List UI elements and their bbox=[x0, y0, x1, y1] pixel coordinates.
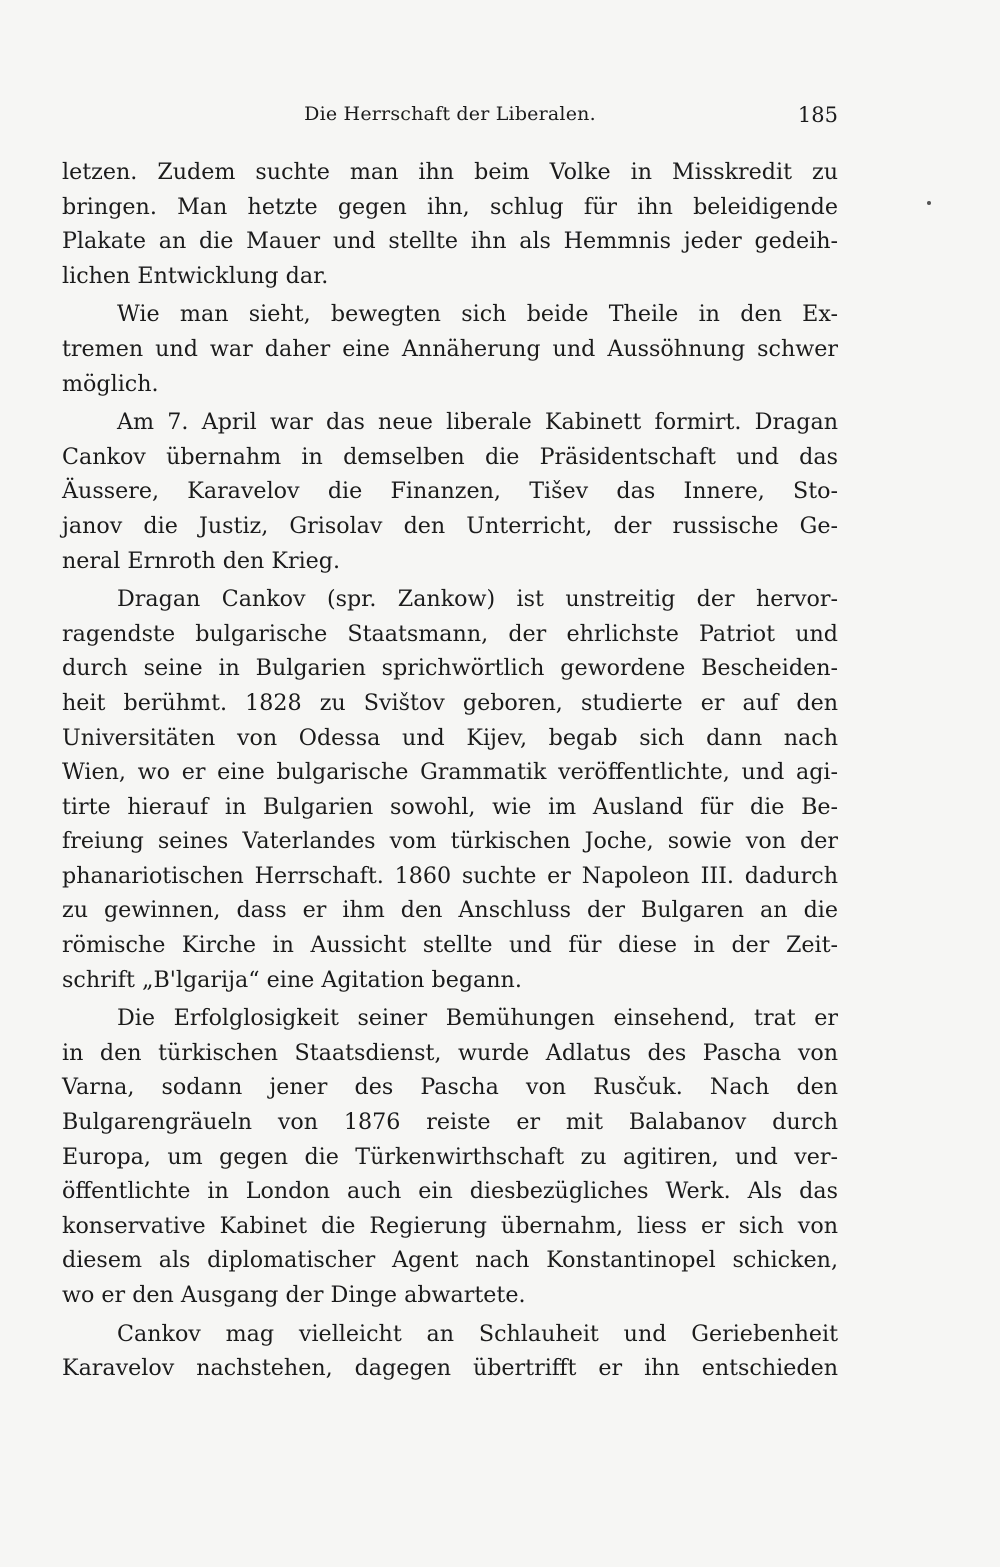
text-line: durch seine in Bulgarien sprichwörtlich gewordene Bescheiden- bbox=[62, 655, 838, 682]
text-line: janov die Justiz, Grisolav den Unterricht, der russische Ge- bbox=[62, 512, 838, 539]
text-line: lichen Entwicklung dar. bbox=[62, 262, 329, 289]
text-line: Varna, sodann jener des Pascha von Rusčuk. Nach den bbox=[62, 1074, 838, 1101]
paragraph-4 bbox=[62, 582, 838, 997]
paragraph-3 bbox=[62, 405, 838, 578]
paragraph-6 bbox=[62, 1317, 838, 1386]
text-line: diesem als diplomatischer Agent nach Konstantinopel schicken, bbox=[62, 1247, 838, 1274]
text-line: tirte hierauf in Bulgarien sowohl, wie im Ausland für die Be- bbox=[62, 793, 838, 820]
text-line: zu gewinnen, dass er ihm den Anschluss der Bulgaren an die bbox=[62, 897, 838, 924]
text-line: konservative Kabinet die Regierung übernahm, liess er sich von bbox=[62, 1212, 838, 1239]
text-line: phanariotischen Herrschaft. 1860 suchte er Napoleon III. dadurch bbox=[62, 862, 838, 889]
paragraph-5 bbox=[62, 1001, 838, 1312]
paragraph-2 bbox=[62, 297, 838, 401]
text-line: Bulgarengräueln von 1876 reiste er mit Balabanov durch bbox=[62, 1109, 838, 1136]
text-line: ragendste bulgarische Staatsmann, der ehrlichste Patriot und bbox=[62, 620, 838, 647]
text-line: freiung seines Vaterlandes vom türkischen Joche, sowie von der bbox=[62, 828, 838, 855]
paragraph-1 bbox=[62, 155, 838, 293]
text-line: bringen. Man hetzte gegen ihn, schlug für ihn beleidigende bbox=[62, 193, 838, 220]
body-text bbox=[62, 155, 838, 1386]
text-line: Äussere, Karavelov die Finanzen, Tišev das Innere, Sto- bbox=[62, 478, 838, 505]
text-line: in den türkischen Staatsdienst, wurde Adlatus des Pascha von bbox=[62, 1039, 838, 1066]
text-line: neral Ernroth den Krieg. bbox=[62, 547, 341, 574]
text-line: Die Erfolglosigkeit seiner Bemühungen einsehend, trat er bbox=[117, 1005, 838, 1032]
text-line: wo er den Ausgang der Dinge abwartete. bbox=[62, 1282, 526, 1308]
page-number: 185 bbox=[797, 103, 838, 127]
text-line: Wie man sieht, bewegten sich beide Theile in den Ex- bbox=[117, 301, 838, 328]
text-line: Dragan Cankov (spr. Zankow) ist unstreitig der hervor- bbox=[117, 586, 838, 613]
print-speck bbox=[927, 201, 931, 205]
text-line: Universitäten von Odessa und Kijev, begab sich dann nach bbox=[62, 724, 838, 751]
text-line: heit berühmt. 1828 zu Svištov geboren, studierte er auf den bbox=[62, 689, 838, 716]
text-line: Am 7. April war das neue liberale Kabinett formirt. Dragan bbox=[117, 409, 838, 436]
text-line: letzen. Zudem suchte man ihn beim Volke in Misskredit zu bbox=[62, 159, 838, 185]
text-line: Cankov mag vielleicht an Schlauheit und Geriebenheit bbox=[117, 1320, 838, 1347]
text-line: Plakate an die Mauer und stellte ihn als Hemmnis jeder gedeih- bbox=[62, 228, 838, 255]
running-title: Die Herrschaft der Liberalen. bbox=[304, 103, 596, 125]
text-line: tremen und war daher eine Annäherung und Aussöhnung schwer bbox=[62, 335, 838, 362]
text-line: Wien, wo er eine bulgarische Grammatik veröffentlichte, und agi- bbox=[62, 759, 838, 786]
text-line: römische Kirche in Aussicht stellte und für diese in der Zeit- bbox=[62, 932, 838, 959]
text-line: Europa, um gegen die Türkenwirthschaft zu agitiren, und ver- bbox=[62, 1143, 838, 1170]
text-line: Karavelov nachstehen, dagegen übertrifft er ihn entschieden bbox=[62, 1355, 838, 1382]
text-line: möglich. bbox=[62, 370, 159, 397]
text-line: öffentlichte in London auch ein diesbezügliches Werk. Als das bbox=[62, 1178, 838, 1205]
text-line: Cankov übernahm in demselben die Präsidentschaft und das bbox=[62, 443, 838, 470]
text-line: schrift „B'lgarija“ eine Agitation begann. bbox=[62, 966, 522, 993]
page-header bbox=[62, 103, 838, 135]
